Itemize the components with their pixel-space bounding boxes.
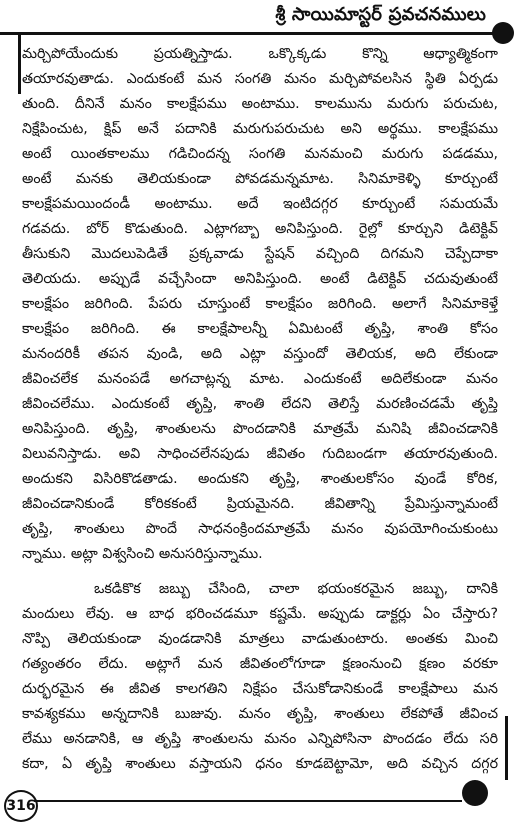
text-line: జీవించడానికుండే కోరికకంటే ప్రియమైనది. జీవితాన్ని ప్రేమిస్తున్నామంటే xyxy=(22,496,498,512)
text-line: మందులు లేవు. ఆ బాధ భరించడమూ కష్టమే. అప్పుడు డాక్టర్లు ఏం చేస్తారు? xyxy=(22,606,498,622)
text-line: కాలక్షేపం జరిగింది. ఈ కాలక్షేపాలన్నీ ఏమిటంటే తృప్తి, శాంతి కోసం xyxy=(22,321,498,337)
text-line: కాలక్షేపం జరిగింది. పేపరు చూస్తుంటే కాలక్షేపం జరిగింది. అలాగే సినిమాకెళ్తే xyxy=(22,296,498,312)
header-bullet-ornament xyxy=(492,22,514,44)
header-rule xyxy=(0,32,506,35)
text-line: నిక్షేపించుట, క్షిప్ అనే పదానికి మరుగుపరుచుట అని అర్థము. కాలక్షేపము xyxy=(22,121,498,137)
text-line: కావశ్యకము అన్నదానికి బుజువు. మనం తృప్తి, శాంతులు లేకపోతే జీవించ xyxy=(22,706,498,722)
text-line: నొప్పి తెలియకుండా వుండడానికి మాత్రలు వాడుతుంటారు. అంతకు మించి xyxy=(22,631,498,647)
paragraph-gap xyxy=(22,567,498,577)
text-line: న్నాము. అట్లా విశ్వసించి అనుసరిస్తున్నాము. xyxy=(22,546,263,562)
text-line: మనందరికీ తపన వుండి, అది ఎట్లా వస్తుందో తెలియక, అది లేకుండా xyxy=(22,346,498,362)
text-line: తీసుకుని మొదలుపెడితే ప్రక్కవాడు స్టేషన్ వచ్చింది దిగమని చెప్పేదాకా xyxy=(22,246,498,262)
text-line: అంటే మనకు తెలియకుండా పోవడమన్నమాట. సినిమాకెళ్ళి కూర్చుంటే xyxy=(22,171,498,187)
text-line: గత్యంతరం లేదు. అట్లాగే మన జీవితంలోగూడా క్షణంనుంచి క్షణం వరకూ xyxy=(22,656,498,672)
body-text xyxy=(22,42,498,777)
text-line: దుర్భరమైన ఈ జీవిత కాలగతిని నిక్షేపం చేసుకోడానికుండే కాలక్షేపాలు మన xyxy=(22,681,498,697)
text-line: తుంది. దీనినే మనం కాలక్షేపము అంటాము. కాలమును మరుగు పరుచుట, xyxy=(22,96,498,112)
text-line: విలువనిస్తాడు. అవి సాధించలేనపుడు జీవితం గుదిబండగా తయారవుతుంది. xyxy=(22,446,498,462)
footer-bullet-ornament xyxy=(462,780,488,806)
text-line: మర్చిపోయేందుకు ప్రయత్నిస్తాడు. ఒక్కొక్కడు కొన్ని ఆధ్యాత్మికంగా xyxy=(22,46,498,62)
text-line: అంటే యింతకాలము గడిచిందన్న సంగతి మనమంచి మరుగు పడడము, xyxy=(22,146,498,162)
text-line: తెలియదు. అప్పుడే వచ్చేసిందా అనిపిస్తుంది. అంటే డిటెక్టివ్ చదువుతుంటే xyxy=(22,271,498,287)
text-line: ఒకడికొక జబ్బు చేసింది, చాలా భయంకరమైన జబ్బు, దానికి xyxy=(94,581,498,597)
text-line: తృప్తి, శాంతులు పొందే సాధనంక్రిందమాత్రమే మనం వుపయోగించుకుంటు xyxy=(22,521,498,537)
right-margin-rule xyxy=(505,716,508,780)
paragraph xyxy=(22,42,498,567)
text-line: జీవించలేము. ఎందుకంటే తృప్తి, శాంతి లేదని తెలిస్తే మరణించడమే తృప్తి xyxy=(22,396,498,412)
text-line: జీవించలేక మనంపడే అగచాట్లన్న మాట. ఎందుకంటే అదిలేకుండా మనం xyxy=(22,371,498,387)
text-line: అనిపిస్తుంది. తృప్తి, శాంతులను పొందడానికి మాత్రమే మనిషి జీవించడానికి xyxy=(22,421,498,437)
text-line: అందుకని విసిరికొడతాడు. అందుకని తృప్తి, శాంతులకోసం వుండే కోరిక, xyxy=(22,471,498,487)
text-line: కాలక్షేపమయిందండీ అంటాము. అదే ఇంటిదగ్గర కూర్చుంటే సమయమే xyxy=(22,196,498,212)
text-line: కదా, ఏ తృప్తి శాంతులు వస్తాయని ధనం కూడబెట్టామో, అది వచ్చిన దగ్గర xyxy=(22,756,498,772)
left-margin-rule xyxy=(18,32,21,94)
paragraph xyxy=(22,577,498,777)
running-header-title: శ్రీ సాయిమాస్టర్ ప్రవచనములు xyxy=(275,4,486,25)
text-line: గడవదు. బోర్ కొడుతుంది. ఎట్లాగబ్బా అనిపిస్తుంది. రైల్లో కూర్చుని డిటెక్టివ్ xyxy=(22,221,498,237)
page-number: 316 xyxy=(4,790,38,822)
text-line: తయారవుతాడు. ఎందుకంటే మన సంగతి మనం మర్చిపోవలసిన స్థితి ఏర్పడు xyxy=(22,71,498,87)
text-line: లేము అనడానికి, ఆ తృప్తి శాంతులను మనం ఎన్నిపోసినా పొందడం లేదు సరి xyxy=(22,731,498,747)
footer-rule xyxy=(34,800,462,802)
